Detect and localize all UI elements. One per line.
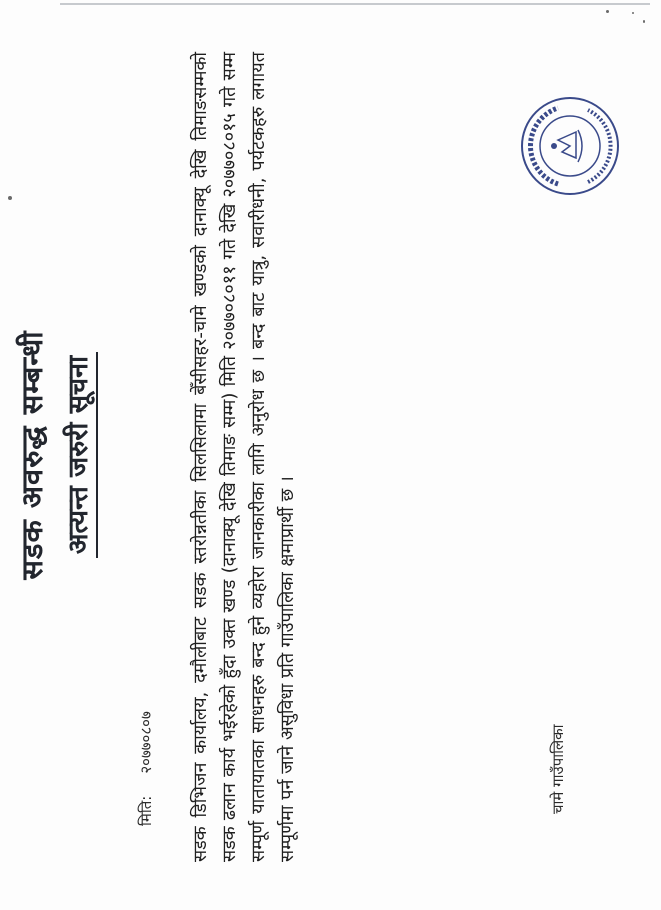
- notice-date: [136, 711, 156, 826]
- signature: चामे गाउँपालिका: [549, 724, 567, 814]
- notice-body: सडक डिभिजन कार्यालय, दमौलीबाट सडक स्तरोन्नतीका सिलसिलामा बेँसीसहर-चामे खण्डको दानाक्यू देखि तिमाङसम्मको सडक ढलान कार्य भईरहेको हुँदा उक्त खण्ड (दानाक्यू देखि तिमाङ सम्म) मिति २०७७०८०११ गते देखि २०७७०८०१५ गते सम्म सम्पूर्ण यातायातका साधनहरु बन्द हुने व्यहोरा जानकारीका लागि अनुरोध छ । बन्द बाट यात्रु, सवारीधनी, पर्यटकहरु लगायत सम्पूर्णमा पर्न जाने असुविधा प्रति गाउँपालिका क्षमाप्रार्थी छ ।: [190, 52, 298, 862]
- date-label: मिति:: [137, 795, 155, 826]
- date-value: २०७७०८०७: [137, 711, 155, 774]
- notice-title: सडक अवरुद्ध सम्बन्धी: [15, 330, 49, 580]
- seal-icon: [518, 94, 622, 198]
- notice-subtitle: [58, 0, 95, 910]
- notice-subtitle-text: अत्यन्त जरुरी सूचना: [63, 352, 98, 558]
- official-seal-stamp: [518, 94, 622, 198]
